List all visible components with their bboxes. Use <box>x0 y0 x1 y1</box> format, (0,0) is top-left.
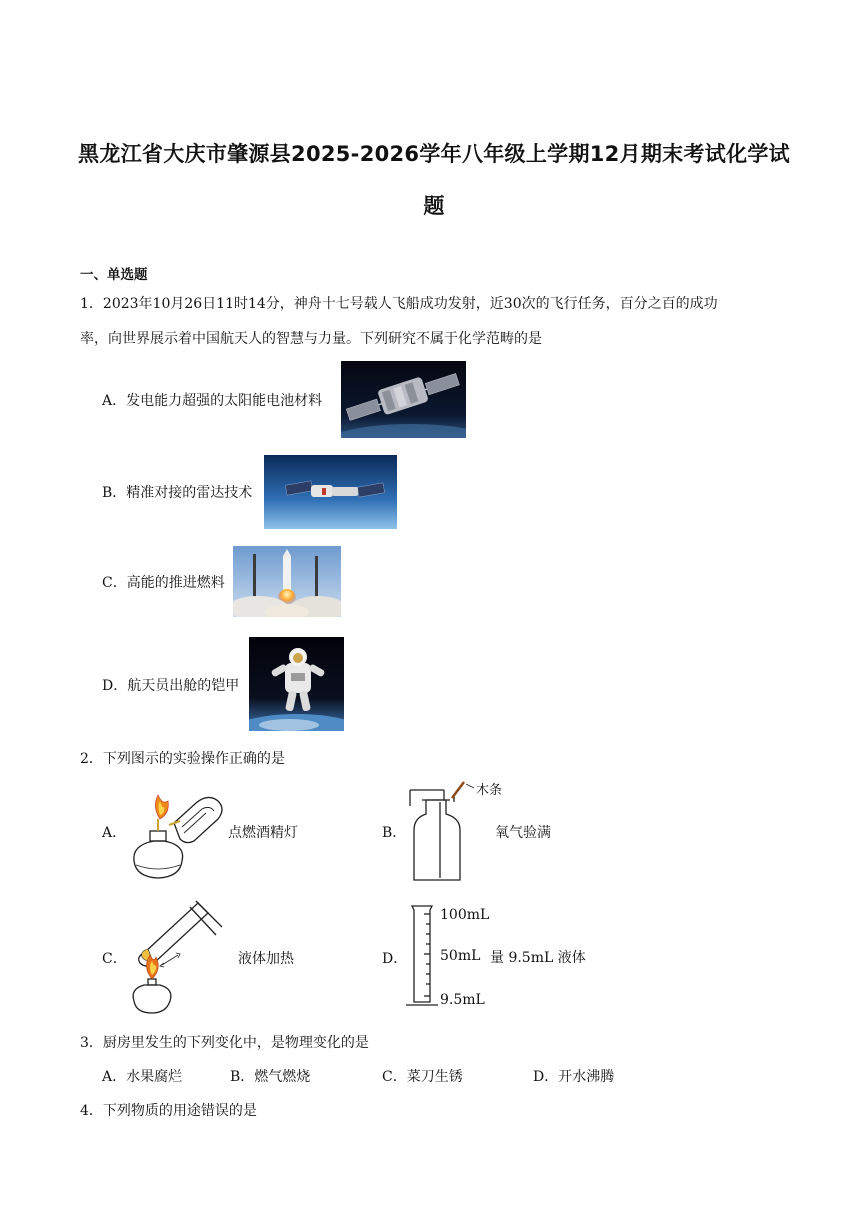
q2-option-d-letter: D． <box>382 951 408 967</box>
q1-stem-line-1: 1．2023年10月26日11时14分，神舟十七号载人飞船成功发射，近30次的飞行任务，百分之百的成功 <box>80 296 718 312</box>
q2-option-d-caption: 量 9.5mL 液体 <box>490 950 586 966</box>
test-tube-heating-figure <box>120 897 228 1017</box>
q2-option-b-caption: 氧气验满 <box>495 825 551 841</box>
oxygen-bottle-figure <box>402 780 502 886</box>
q1-option-b: B．精准对接的雷达技术 <box>102 485 253 501</box>
q2-option-a-letter: A． <box>102 825 127 841</box>
q3-option-b: B．燃气燃烧 <box>230 1069 311 1085</box>
q1-option-c: C．高能的推进燃料 <box>102 575 225 591</box>
q3-option-c: C．菜刀生锈 <box>382 1069 463 1085</box>
section-heading: 一、单选题 <box>80 267 148 283</box>
spacecraft-docking-photo <box>264 455 397 529</box>
title-line-1: 黑龙江省大庆市肇源县2025-2026学年八年级上学期12月期末考试化学试 <box>78 142 790 166</box>
q2-stem: 2．下列图示的实验操作正确的是 <box>80 751 285 767</box>
q2-option-a-caption: 点燃酒精灯 <box>228 825 298 841</box>
q3-stem: 3．厨房里发生的下列变化中，是物理变化的是 <box>80 1035 369 1051</box>
q1-option-d: D．航天员出舱的铠甲 <box>102 678 240 694</box>
cylinder-mark-100: 100mL <box>440 907 490 923</box>
graduated-cylinder-figure <box>404 902 440 1008</box>
q2-option-c-letter: C． <box>102 951 127 967</box>
lighting-alcohol-lamp-figure <box>124 783 228 883</box>
q4-stem: 4．下列物质的用途错误的是 <box>80 1103 257 1119</box>
q3-option-d: D．开水沸腾 <box>533 1069 615 1085</box>
q1-stem-line-2: 率，向世界展示着中国航天人的智慧与力量。下列研究不属于化学范畴的是 <box>80 331 542 347</box>
q1-option-a: A．发电能力超强的太阳能电池材料 <box>102 393 323 409</box>
q3-option-a: A．水果腐烂 <box>102 1069 183 1085</box>
astronaut-spacewalk-photo <box>249 637 344 731</box>
title-line-2: 题 <box>423 194 445 218</box>
q2-option-b-letter: B． <box>382 825 407 841</box>
cylinder-mark-9-5: 9.5mL <box>440 992 485 1008</box>
stick-label: 木条 <box>476 783 502 798</box>
rocket-launch-photo <box>233 546 341 617</box>
page-title <box>60 128 808 232</box>
cylinder-mark-50: 50mL <box>440 948 481 964</box>
space-station-solar-panel-photo <box>341 361 466 438</box>
q2-option-c-caption: 液体加热 <box>238 951 294 967</box>
